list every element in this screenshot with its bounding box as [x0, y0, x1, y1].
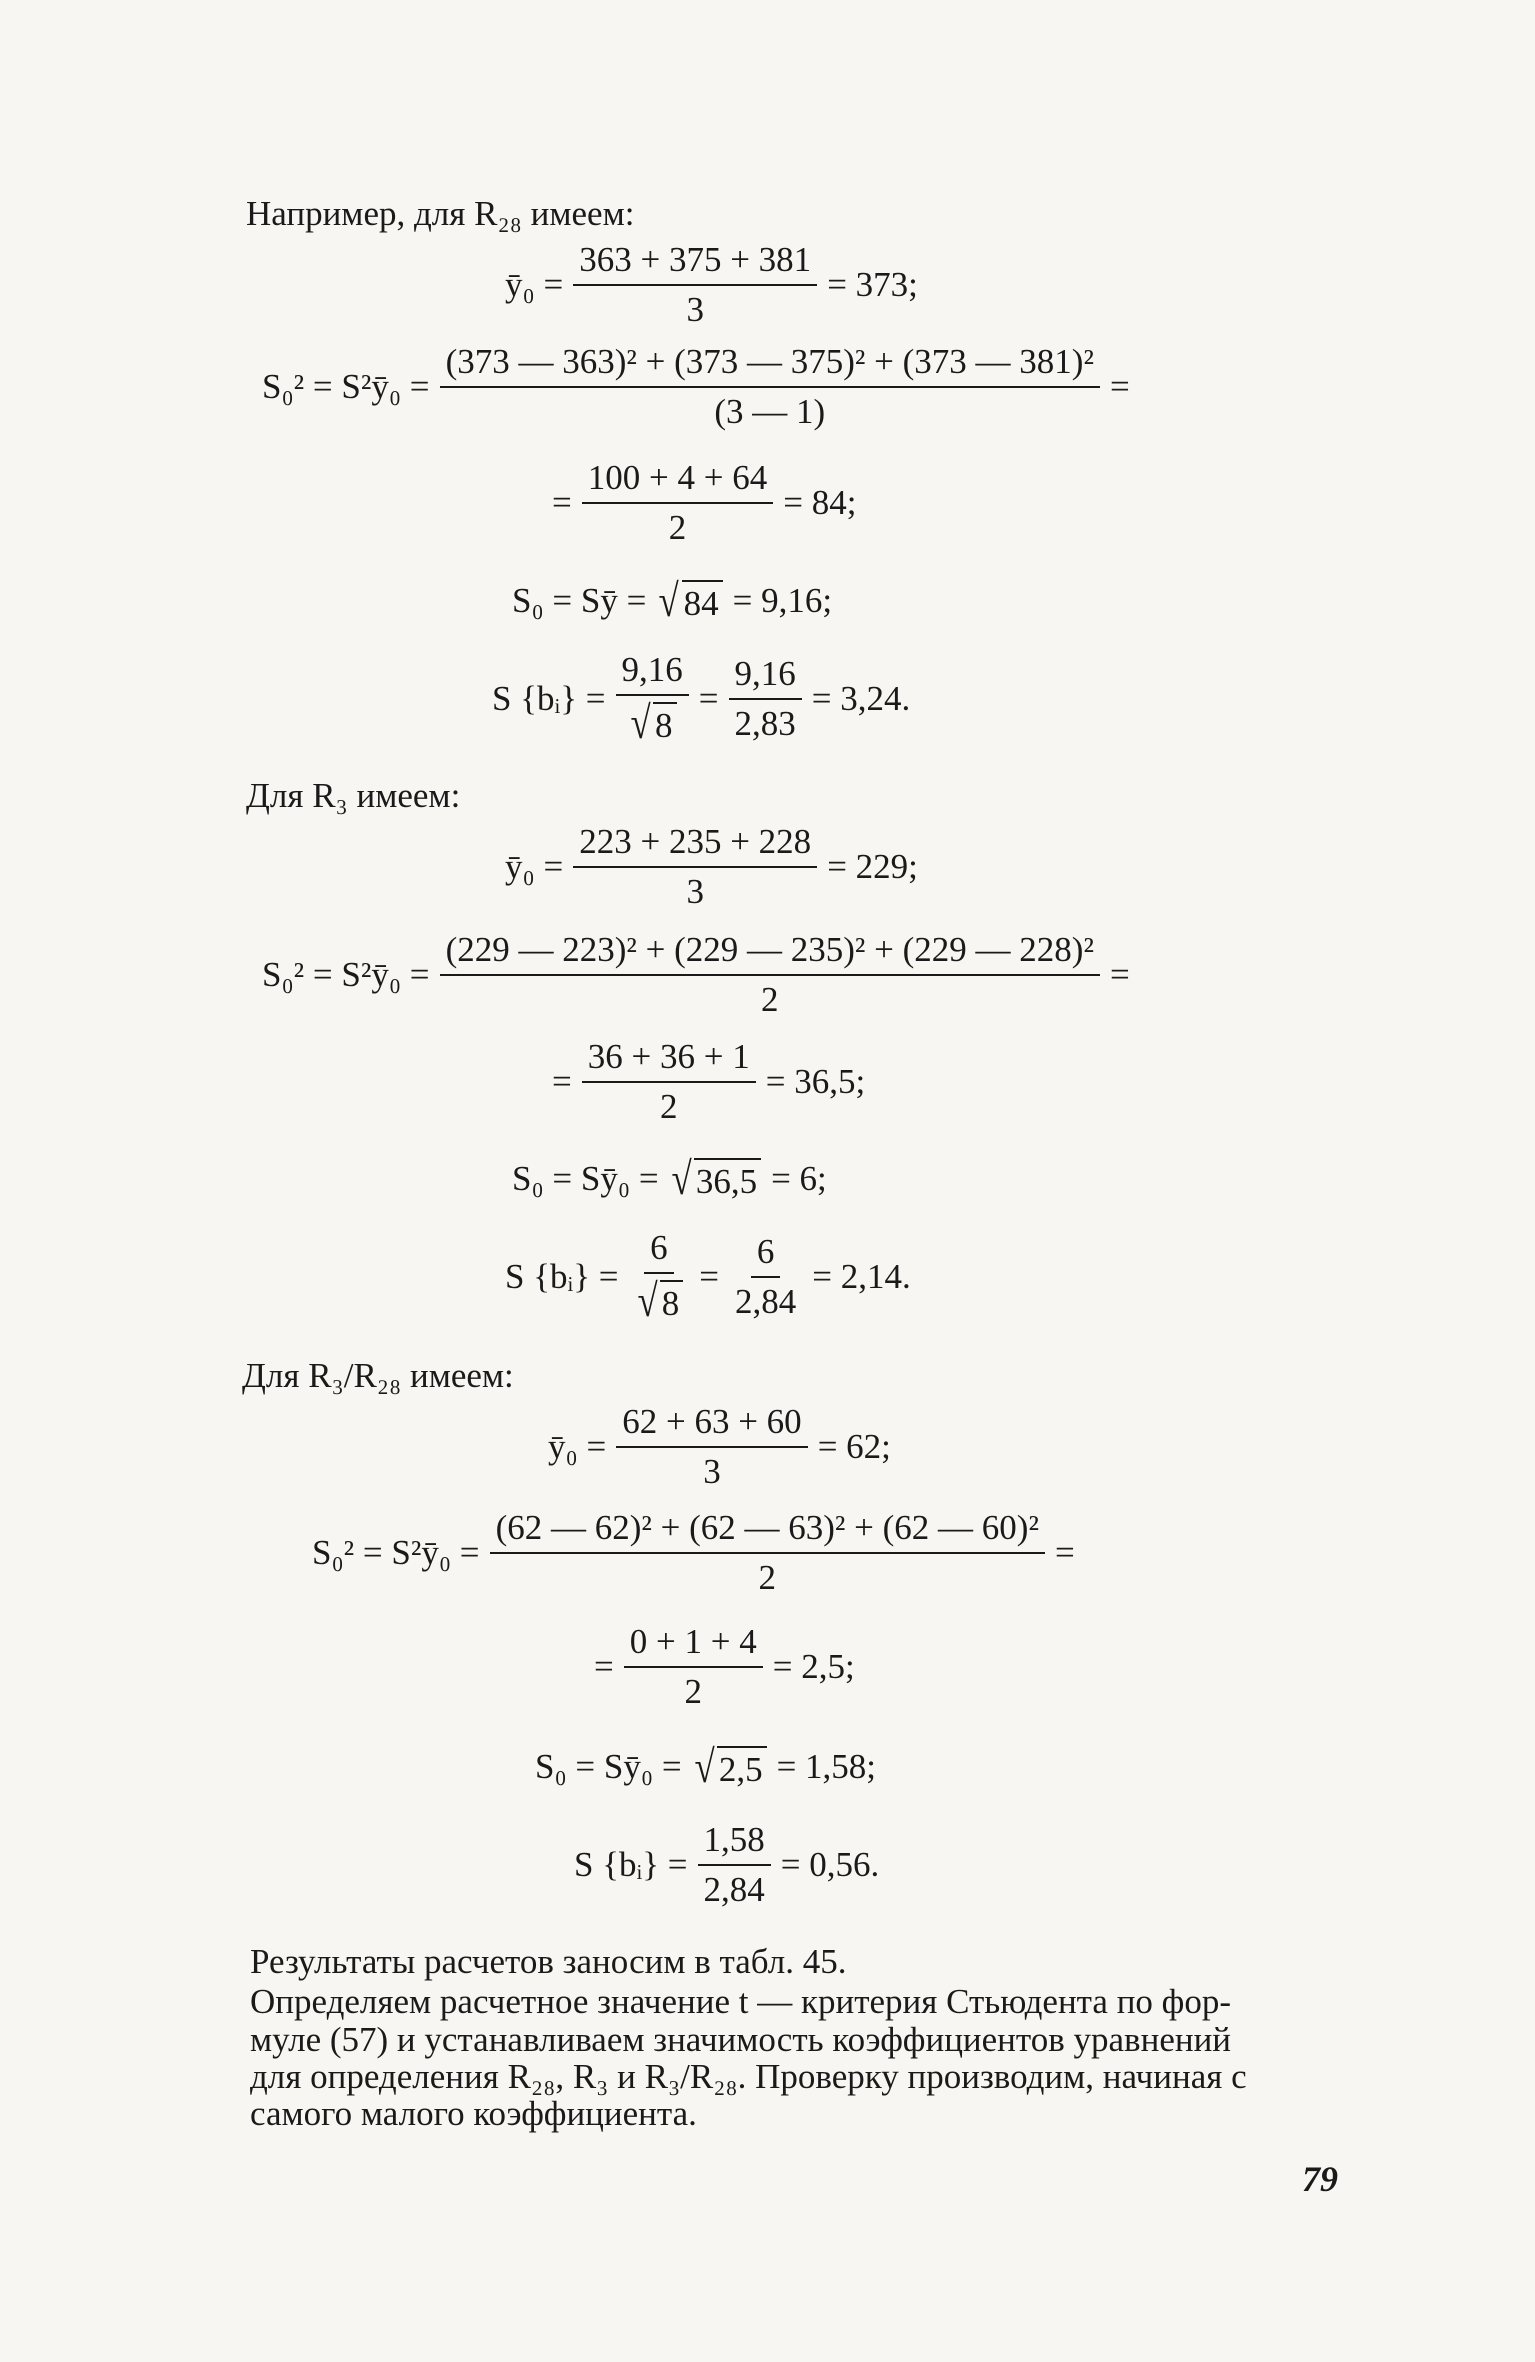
closing-line-2: Определяем расчетное значение t — критерия Стьюдента по фор- [250, 1982, 1232, 2021]
r3-variance-eq-2: = $\frac{36 + 36 + 1}{2}$ = 36,5; [552, 1037, 866, 1126]
r28-sb-eq: S {bᵢ} = 9,16 √ 8 = $\frac{9,16}{2,83}$ = 3,24. [492, 650, 911, 748]
sqrt-symbol: √ 2,5 [692, 1744, 767, 1790]
r3r28-sd-eq: S₀ = Sȳ₀ = √ 2,5 = 1,58; [535, 1741, 877, 1792]
r28-variance-eq-2: = $\frac{100 + 4 + 64}{2}$ = 84; [552, 458, 857, 547]
closing-line-1: Результаты расчетов заносим в табл. 45. [250, 1942, 847, 1981]
sqrt-symbol: √ 84 [656, 578, 722, 624]
page-number: 79 [1302, 2159, 1338, 2199]
r3-variance-eq: S₀² = S²ȳ₀ = $\frac{\text{(229 — 223)² + (229 — 235)² + (229 — 228)²}}{2}$ = [262, 930, 1130, 1019]
intro-r3: Для R₃ имеем: [246, 776, 461, 815]
r3-sd-eq: S₀ = Sȳ₀ = √ 36,5 = 6; [512, 1153, 827, 1204]
intro-r28: Например, для R₂₈ имеем: [246, 194, 635, 233]
r3r28-variance-eq-2: = $\frac{0 + 1 + 4}{2}$ = 2,5; [594, 1622, 855, 1711]
sqrt-symbol: √ 8 [635, 1278, 684, 1324]
r3r28-sb-eq: S {bᵢ} = $\frac{1,58}{2,84}$ = 0,56. [574, 1820, 880, 1909]
r3-sb-eq: S {bᵢ} = 6 √ 8 = $\frac{6}{2,84}$ = 2,14. [505, 1228, 911, 1326]
closing-line-4: для определения R₂₈, R₃ и R₃/R₂₈. Проверку производим, начиная с [250, 2057, 1247, 2096]
sqrt-symbol: √ 8 [628, 700, 677, 746]
closing-line-5: самого малого коэффициента. [250, 2094, 697, 2133]
closing-line-3: муле (57) и устанавливаем значимость коэффициентов уравнений [250, 2020, 1232, 2059]
r3r28-mean-eq: ȳ₀ = $\frac{62 + 63 + 60}{3}$ = 62; [548, 1402, 891, 1491]
r28-variance-eq: S₀² = S²ȳ₀ = $\frac{\text{(373 — 363)² + (373 — 375)² + (373 — 381)²}}{(3 — 1)}$ = [262, 342, 1130, 431]
r28-mean-eq: ȳ₀ = $\frac{363 + 375 + 381}{3}$ = 373; [505, 240, 918, 329]
r3-mean-eq: ȳ₀ = $\frac{223 + 235 + 228}{3}$ = 229; [505, 822, 918, 911]
r28-sd-eq: S₀ = Sȳ = √ 84 = 9,16; [512, 575, 833, 626]
intro-r3-r28: Для R₃/R₂₈ имеем: [242, 1356, 514, 1395]
sqrt-symbol: √ 36,5 [669, 1156, 762, 1202]
r3r28-variance-eq: S₀² = S²ȳ₀ = $\frac{\text{(62 — 62)² + (62 — 63)² + (62 — 60)²}}{2}$ = [312, 1508, 1075, 1597]
